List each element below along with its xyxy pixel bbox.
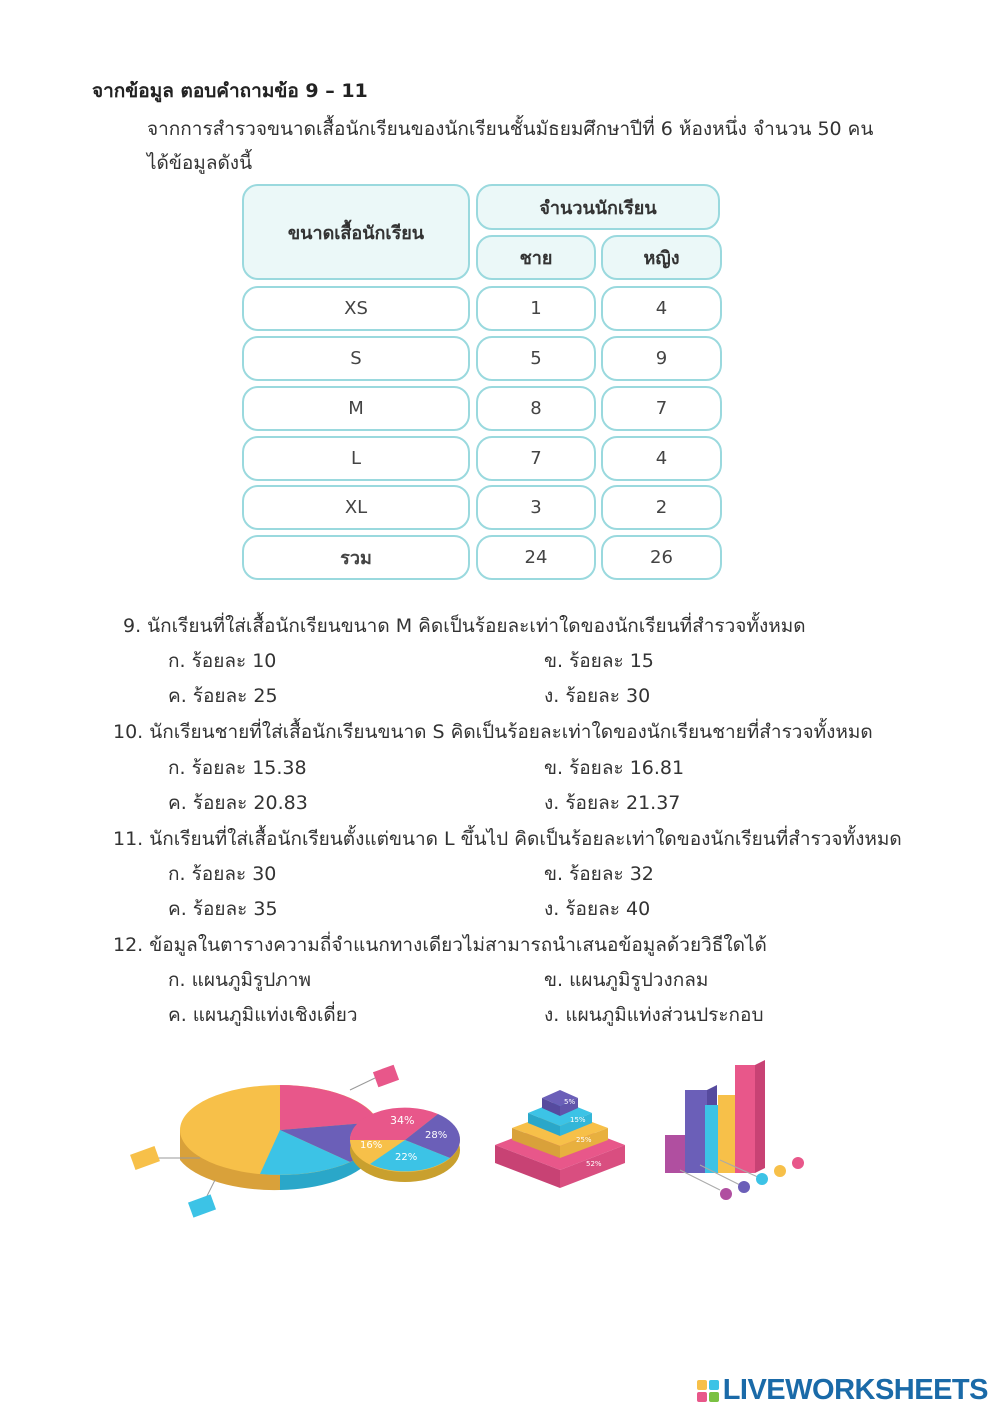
pyramid-chart-icon xyxy=(495,1090,625,1188)
row-size-l: L xyxy=(242,436,470,481)
logo-text: LIVEWORKSHEETS xyxy=(722,1374,988,1406)
row-female-m: 7 xyxy=(601,386,722,431)
logo-mark-icon xyxy=(697,1380,719,1402)
q11-option-a[interactable]: ก. ร้อยละ 30 xyxy=(168,863,277,885)
pyramid-label-5: 5% xyxy=(564,1098,576,1106)
row-size-xl: XL xyxy=(242,485,470,530)
q10-option-d[interactable]: ง. ร้อยละ 21.37 xyxy=(544,792,681,814)
pyramid-label-25: 25% xyxy=(576,1136,592,1144)
row-male-l: 7 xyxy=(476,436,596,481)
row-female-total: 26 xyxy=(601,535,722,580)
row-male-xl: 3 xyxy=(476,485,596,530)
q9-option-a[interactable]: ก. ร้อยละ 10 xyxy=(168,650,277,672)
row-female-xs: 4 xyxy=(601,286,722,331)
row-female-xl: 2 xyxy=(601,485,722,530)
q9-option-b[interactable]: ข. ร้อยละ 15 xyxy=(544,650,654,672)
pie-label-34: 34% xyxy=(390,1114,415,1127)
header-count: จำนวนนักเรียน xyxy=(476,184,720,230)
bar-chart-3d-icon xyxy=(665,1060,804,1200)
header-male: ชาย xyxy=(476,235,596,280)
section-heading: จากข้อมูล ตอบคำถามข้อ 9 – 11 xyxy=(92,80,368,102)
question-11: 11. นักเรียนที่ใส่เสื้อนักเรียนตั้งแต่ขนาด L ขึ้นไป คิดเป็นร้อยละเท่าใดของนักเรียนที่สำรวจทั้งหมด xyxy=(113,828,902,850)
pie-label-22: 22% xyxy=(395,1152,418,1163)
q10-option-c[interactable]: ค. ร้อยละ 20.83 xyxy=(168,792,308,814)
question-10: 10. นักเรียนชายที่ใส่เสื้อนักเรียนขนาด S คิดเป็นร้อยละเท่าใดของนักเรียนชายที่สำรวจทั้งหมด xyxy=(113,721,873,743)
row-female-s: 9 xyxy=(601,336,722,381)
q12-option-c[interactable]: ค. แผนภูมิแท่งเชิงเดี่ยว xyxy=(168,1004,358,1026)
liveworksheets-logo xyxy=(697,1374,988,1407)
pie-label-16: 16% xyxy=(360,1140,383,1151)
q11-option-b[interactable]: ข. ร้อยละ 32 xyxy=(544,863,654,885)
header-size: ขนาดเสื้อนักเรียน xyxy=(242,184,470,280)
row-size-xs: XS xyxy=(242,286,470,331)
pyramid-label-15: 15% xyxy=(570,1116,586,1124)
row-male-s: 5 xyxy=(476,336,596,381)
header-female: หญิง xyxy=(601,235,722,280)
row-size-m: M xyxy=(242,386,470,431)
chart-illustration xyxy=(120,1050,820,1225)
pie-label-28: 28% xyxy=(425,1130,448,1141)
intro-text: จากการสำรวจขนาดเสื้อนักเรียนของนักเรียนชั้นมัธยมศึกษาปีที่ 6 ห้องหนึ่ง จำนวน 50 คน ได้ข้อมูลดังนี้ xyxy=(147,118,874,174)
q12-option-b[interactable]: ข. แผนภูมิรูปวงกลม xyxy=(544,969,709,991)
question-12: 12. ข้อมูลในตารางความถี่จำแนกทางเดียวไม่สามารถนำเสนอข้อมูลด้วยวิธีใดได้ xyxy=(113,934,767,956)
q9-option-c[interactable]: ค. ร้อยละ 25 xyxy=(168,685,278,707)
q10-option-a[interactable]: ก. ร้อยละ 15.38 xyxy=(168,757,307,779)
row-male-m: 8 xyxy=(476,386,596,431)
q12-option-a[interactable]: ก. แผนภูมิรูปภาพ xyxy=(168,969,311,991)
pyramid-label-52: 52% xyxy=(586,1160,602,1168)
q11-option-d[interactable]: ง. ร้อยละ 40 xyxy=(544,898,651,920)
row-female-l: 4 xyxy=(601,436,722,481)
q11-option-c[interactable]: ค. ร้อยละ 35 xyxy=(168,898,278,920)
frequency-table xyxy=(242,184,724,582)
row-male-total: 24 xyxy=(476,535,596,580)
q10-option-b[interactable]: ข. ร้อยละ 16.81 xyxy=(544,757,685,779)
pie-chart-labeled-icon xyxy=(350,1108,460,1182)
row-size-total: รวม xyxy=(242,535,470,580)
q12-option-d[interactable]: ง. แผนภูมิแท่งส่วนประกอบ xyxy=(544,1004,764,1026)
row-size-s: S xyxy=(242,336,470,381)
question-9: 9. นักเรียนที่ใส่เสื้อนักเรียนขนาด M คิดเป็นร้อยละเท่าใดของนักเรียนที่สำรวจทั้งหมด xyxy=(123,615,806,637)
q9-option-d[interactable]: ง. ร้อยละ 30 xyxy=(544,685,651,707)
row-male-xs: 1 xyxy=(476,286,596,331)
